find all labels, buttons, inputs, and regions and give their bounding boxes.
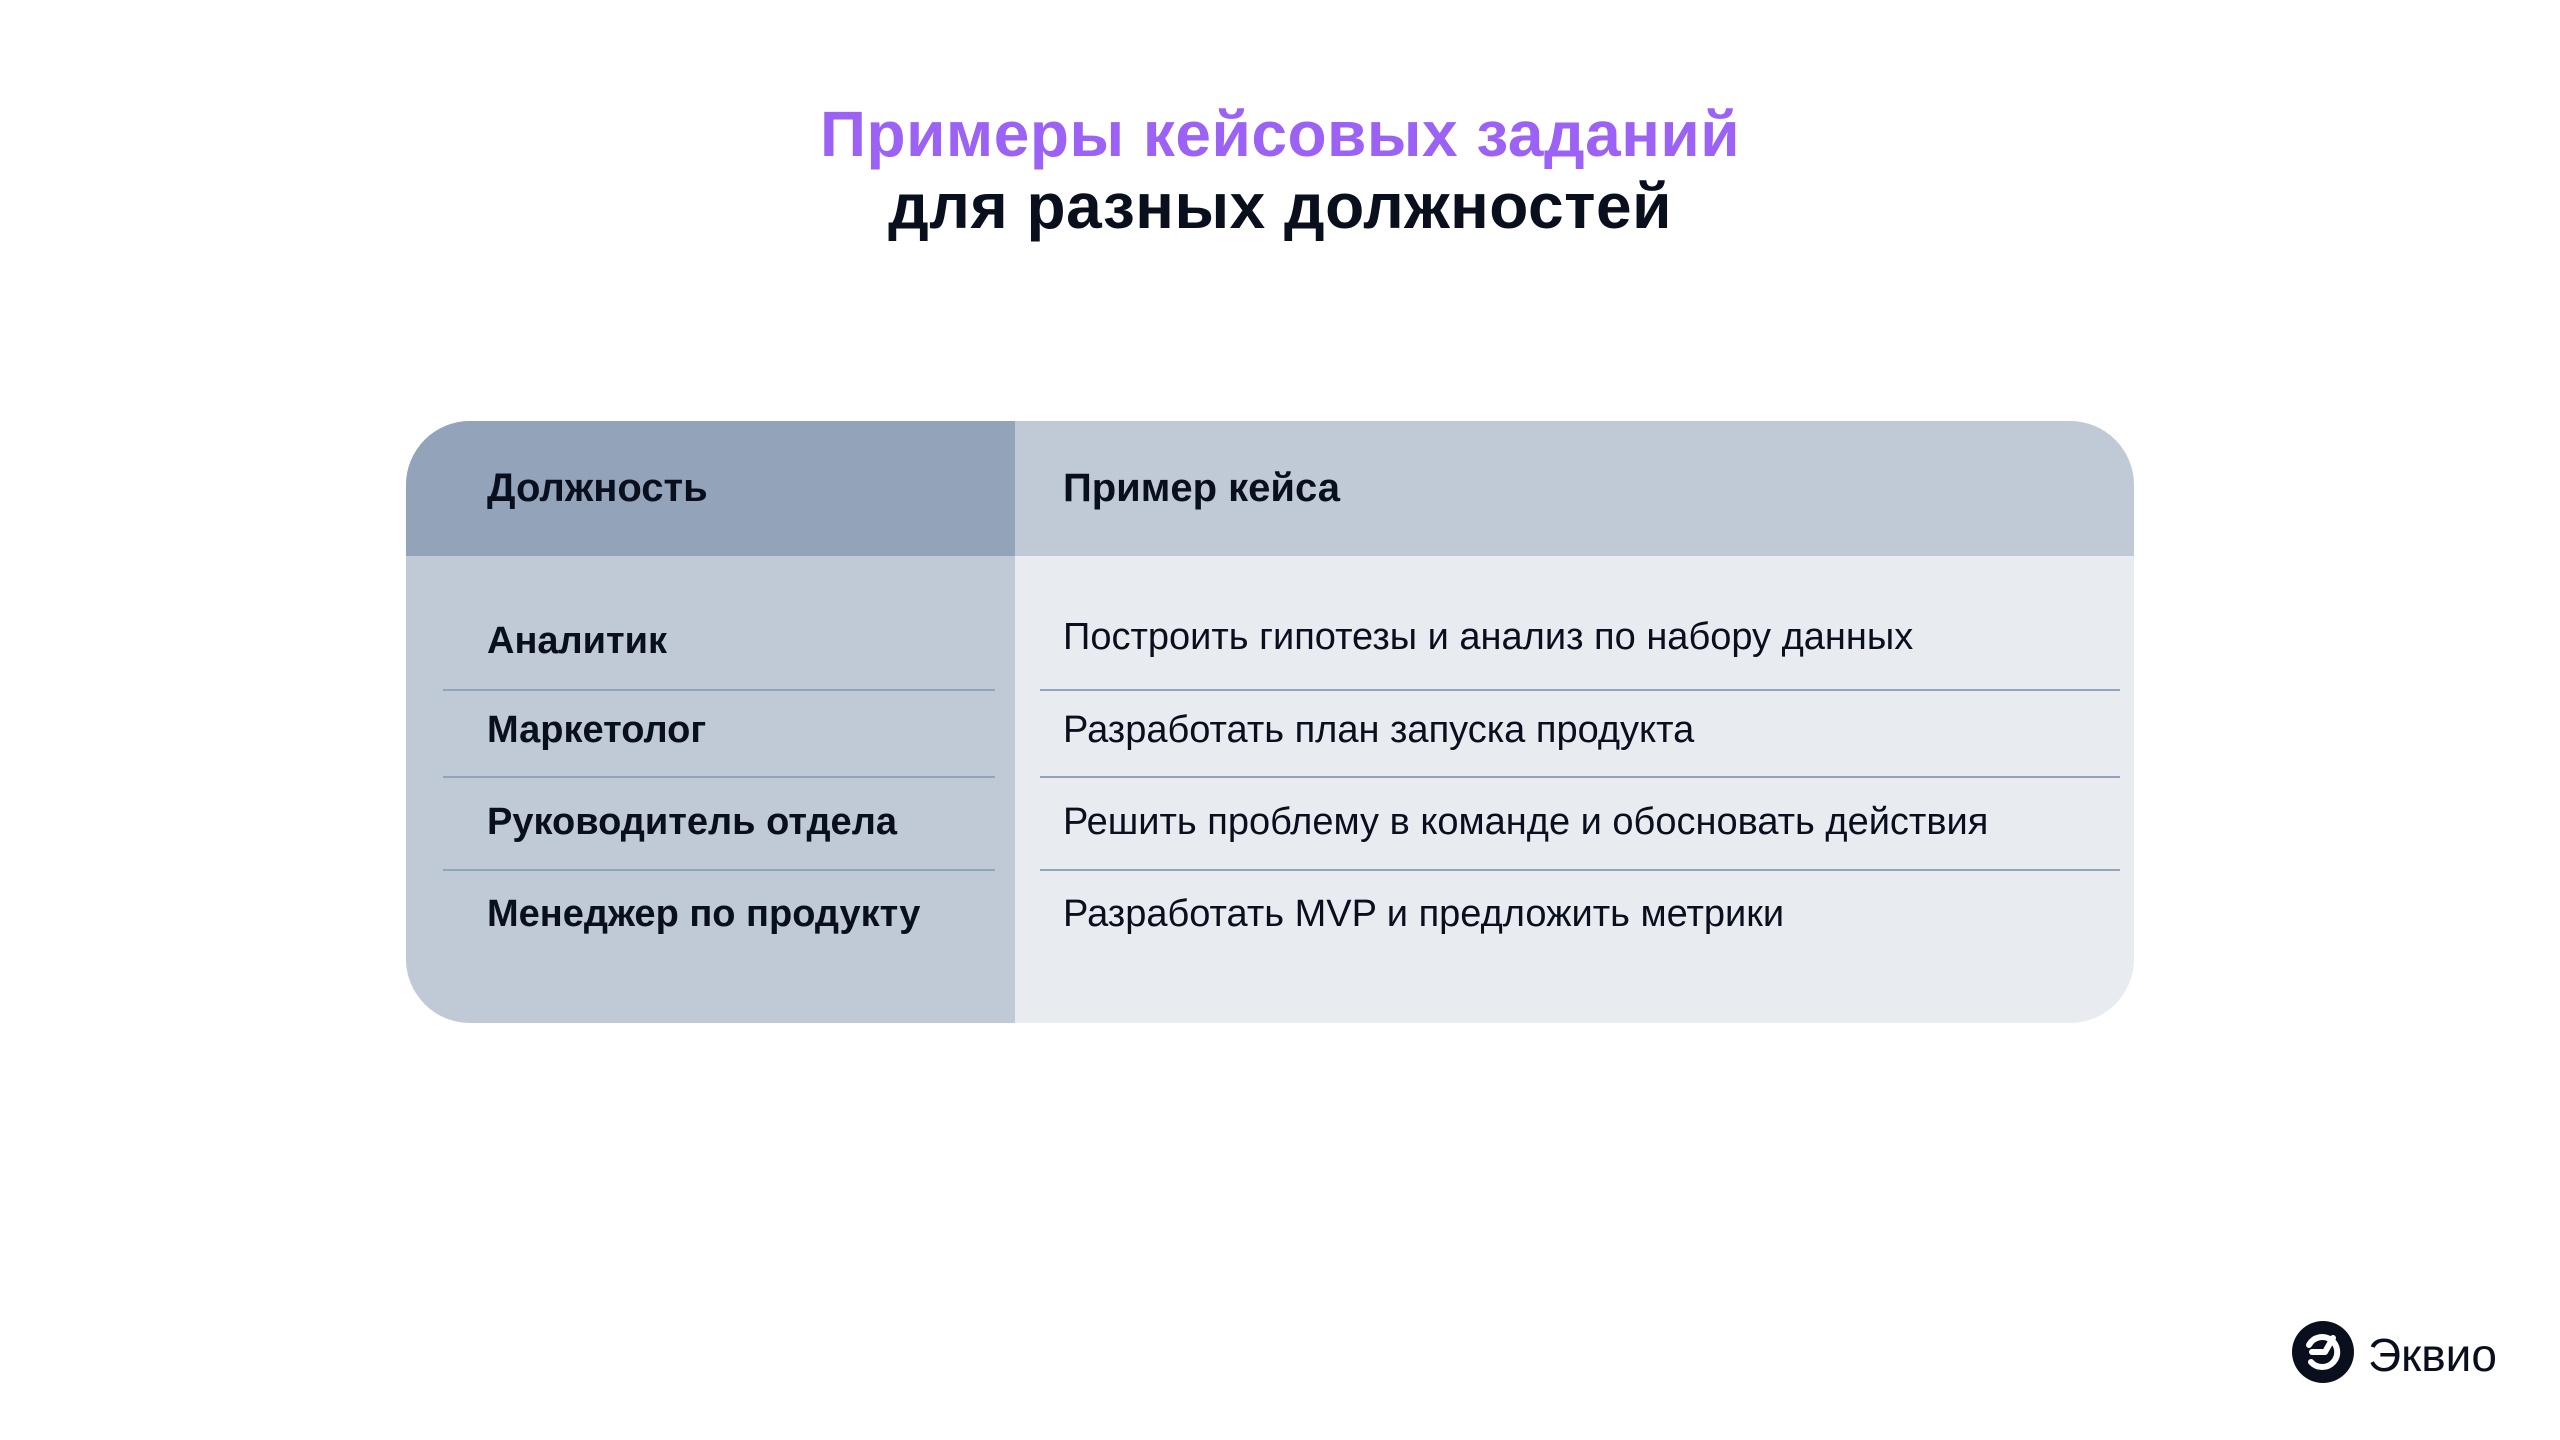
row-1-case: Построить гипотезы и анализ по набору данных — [1063, 616, 1914, 658]
row-1-position: Аналитик — [487, 620, 668, 662]
header-case: Пример кейса — [1063, 466, 1340, 510]
row-divider — [1040, 689, 2120, 691]
row-4-position: Менеджер по продукту — [487, 893, 921, 935]
row-divider — [443, 689, 995, 691]
ekvio-logo-icon — [2292, 1321, 2354, 1388]
row-2-case: Разработать план запуска продукта — [1063, 709, 1695, 751]
header-position: Должность — [487, 466, 708, 510]
row-divider — [1040, 869, 2120, 871]
brand-logo — [2292, 1321, 2497, 1388]
row-divider — [1040, 776, 2120, 778]
row-4-case: Разработать MVP и предложить метрики — [1063, 893, 1785, 935]
row-2-position: Маркетолог — [487, 709, 707, 751]
title-line-2: для разных должностей — [888, 170, 1672, 242]
row-3-position: Руководитель отдела — [487, 801, 897, 843]
title-line-1: Примеры кейсовых заданий — [819, 98, 1741, 170]
cases-table — [406, 421, 2134, 1023]
page-title — [0, 98, 2560, 242]
brand-name: Эквио — [2368, 1328, 2497, 1381]
row-divider — [443, 776, 995, 778]
row-divider — [443, 869, 995, 871]
row-3-case: Решить проблему в команде и обосновать действия — [1063, 801, 1989, 843]
